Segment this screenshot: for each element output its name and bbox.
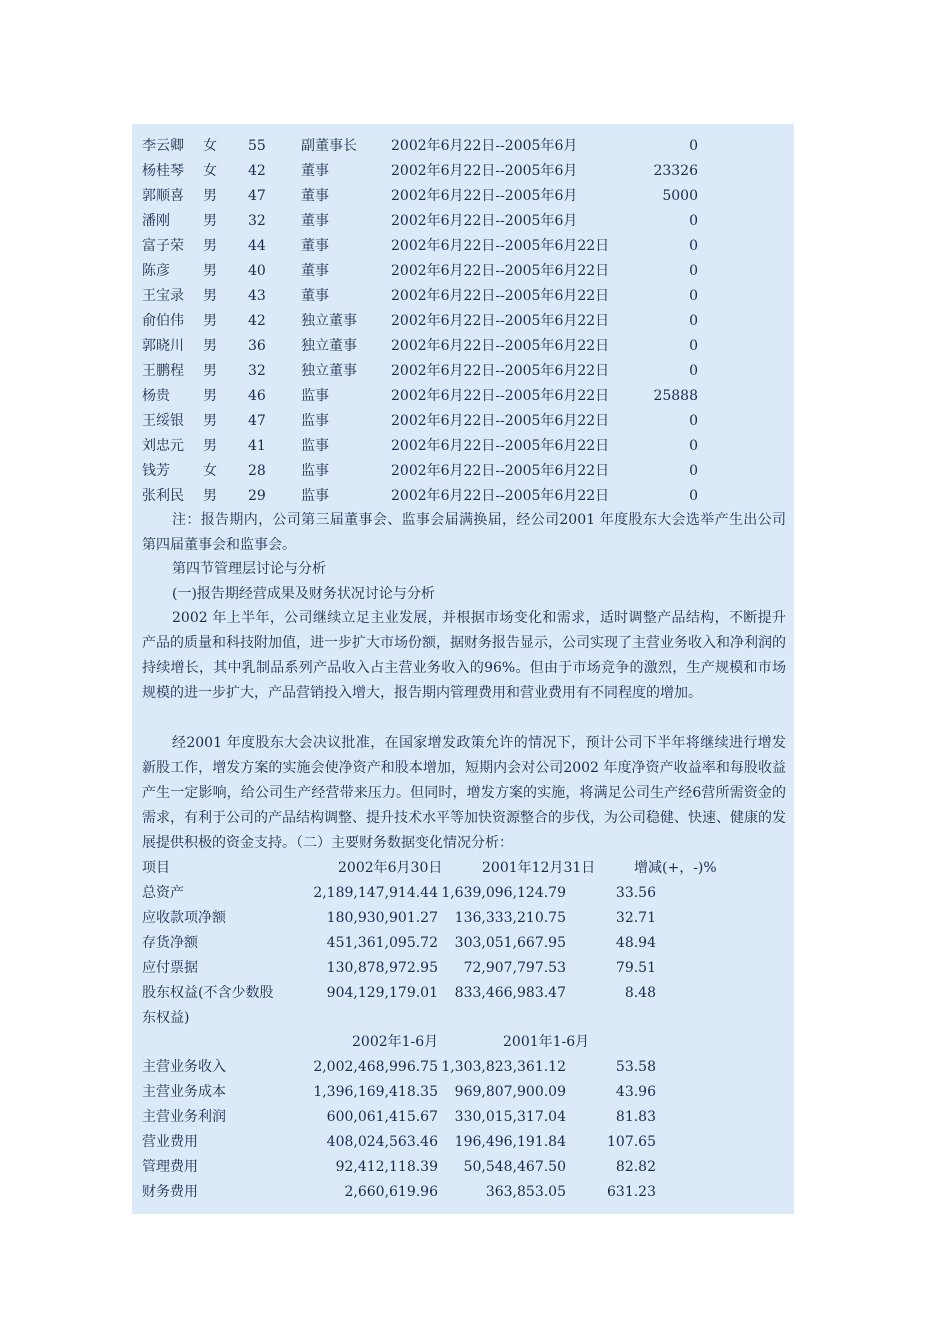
- person-title: 监事: [301, 413, 329, 429]
- person-age: 36: [248, 338, 266, 354]
- row-value-current: 2,189,147,914.44: [313, 885, 438, 901]
- row-value-prior: 196,496,191.84: [454, 1134, 566, 1150]
- row-change-pct: 33.56: [615, 885, 656, 901]
- person-age: 46: [248, 388, 266, 404]
- person-shares: 23326: [653, 163, 698, 179]
- person-name: 王宝录: [142, 288, 184, 304]
- person-term: 2002年6月22日--2005年6月22日: [391, 238, 610, 254]
- person-name: 郭晓川: [142, 338, 184, 354]
- row-change-pct: 43.96: [615, 1084, 656, 1100]
- row-item: 财务费用: [142, 1184, 198, 1200]
- person-term: 2002年6月22日--2005年6月22日: [391, 263, 610, 279]
- person-gender: 男: [203, 363, 217, 379]
- paragraph-results: 2002 年上半年，公司继续立足主业发展，并根据市场变化和需求，适时调整产品结构，不断提升产品的质量和科技附加值，进一步扩大市场份额，据财务报告显示，公司实现了主营业务收入和净利润的持续增长，其中乳制品系列产品收入占主营业务收入的96%。但由于市场竞争的激烈，生产规模和市场规模的进一步扩大，产品营销投入增大，报告期内管理费用和营业费用有不同程度的增加。: [142, 610, 786, 701]
- person-title: 监事: [301, 388, 329, 404]
- person-name: 王绥银: [142, 413, 184, 429]
- person-shares: 0: [689, 213, 698, 229]
- person-term: 2002年6月22日--2005年6月: [391, 188, 578, 204]
- person-name: 俞伯伟: [142, 313, 184, 329]
- row-change-pct: 8.48: [624, 985, 656, 1001]
- person-age: 55: [248, 138, 266, 154]
- row-change-pct: 107.65: [607, 1134, 656, 1150]
- person-gender: 女: [203, 138, 217, 154]
- person-shares: 0: [689, 413, 698, 429]
- person-name: 李云卿: [142, 138, 184, 154]
- row-change-pct: 81.83: [615, 1109, 656, 1125]
- person-title: 董事: [301, 163, 329, 179]
- balance-header-item: 项目: [142, 860, 170, 876]
- person-term: 2002年6月22日--2005年6月22日: [391, 288, 610, 304]
- row-value-current: 2,002,468,996.75: [313, 1059, 438, 1075]
- person-term: 2002年6月22日--2005年6月22日: [391, 413, 610, 429]
- person-shares: 0: [689, 363, 698, 379]
- person-name: 富子荣: [142, 238, 184, 254]
- person-title: 独立董事: [301, 363, 357, 379]
- row-value-prior: 1,639,096,124.79: [441, 885, 566, 901]
- person-shares: 0: [689, 488, 698, 504]
- person-age: 28: [248, 463, 266, 479]
- row-value-current: 1,396,169,418.35: [313, 1084, 438, 1100]
- row-value-current: 904,129,179.01: [326, 985, 438, 1001]
- row-value-prior: 72,907,797.53: [463, 960, 566, 976]
- person-shares: 25888: [653, 388, 698, 404]
- person-shares: 0: [689, 338, 698, 354]
- person-term: 2002年6月22日--2005年6月22日: [391, 463, 610, 479]
- person-title: 监事: [301, 463, 329, 479]
- row-item: 主营业务成本: [142, 1084, 226, 1100]
- person-term: 2002年6月22日--2005年6月22日: [391, 313, 610, 329]
- person-gender: 男: [203, 263, 217, 279]
- row-item: 应付票据: [142, 960, 198, 976]
- person-shares: 0: [689, 138, 698, 154]
- person-name: 刘忠元: [142, 438, 184, 454]
- row-item: 营业费用: [142, 1134, 198, 1150]
- person-age: 47: [248, 413, 266, 429]
- row-value-current: 408,024,563.46: [326, 1134, 438, 1150]
- row-item: 应收款项净额: [142, 910, 226, 926]
- person-age: 42: [248, 163, 266, 179]
- person-shares: 0: [689, 463, 698, 479]
- row-value-prior: 136,333,210.75: [454, 910, 566, 926]
- person-name: 杨桂琴: [142, 163, 184, 179]
- row-value-current: 451,361,095.72: [326, 935, 438, 951]
- row-value-current: 180,930,901.27: [326, 910, 438, 926]
- person-title: 董事: [301, 263, 329, 279]
- person-term: 2002年6月22日--2005年6月22日: [391, 488, 610, 504]
- person-name: 钱芳: [142, 463, 170, 479]
- person-shares: 0: [689, 313, 698, 329]
- paragraph-offering: 经2001 年度股东大会决议批准，在国家增发政策允许的情况下，预计公司下半年将继续进行增发新股工作，增发方案的实施会使净资产和股本增加，短期内会对公司2002 年度净资产收益率和每股收益产生一定影响，给公司生产经营带来压力。但同时，增发方案的实施，将满足公司生产经6营所需资金的需求，有利于公司的产品结构调整、提升技术水平等加快资源整合的步伐，为公司稳健、快速、健康的发展提供积极的资金支持。（二）主要财务数据变化情况分析：: [142, 735, 786, 851]
- person-shares: 0: [689, 238, 698, 254]
- person-name: 陈彦: [142, 263, 170, 279]
- person-shares: 0: [689, 438, 698, 454]
- subsection-heading: (一)报告期经营成果及财务状况讨论与分析: [172, 586, 435, 602]
- person-title: 监事: [301, 488, 329, 504]
- row-item: 股东权益(不含少数股: [142, 985, 274, 1001]
- person-title: 董事: [301, 238, 329, 254]
- person-gender: 男: [203, 313, 217, 329]
- section-heading: 第四节管理层讨论与分析: [172, 561, 326, 577]
- row-change-pct: 32.71: [615, 910, 656, 926]
- person-gender: 女: [203, 463, 217, 479]
- person-term: 2002年6月22日--2005年6月: [391, 138, 578, 154]
- person-age: 41: [248, 438, 266, 454]
- row-item: 总资产: [142, 885, 184, 901]
- row-value-current: 600,061,415.67: [326, 1109, 438, 1125]
- income-header-col1: 2002年1-6月: [352, 1034, 439, 1050]
- person-term: 2002年6月22日--2005年6月: [391, 163, 578, 179]
- balance-header-col3: 增减(+，-)%: [634, 860, 717, 876]
- person-term: 2002年6月22日--2005年6月22日: [391, 338, 610, 354]
- person-gender: 男: [203, 438, 217, 454]
- row-change-pct: 79.51: [615, 960, 656, 976]
- row-item: 管理费用: [142, 1159, 198, 1175]
- person-age: 42: [248, 313, 266, 329]
- person-title: 独立董事: [301, 338, 357, 354]
- row-value-prior: 363,853.05: [485, 1184, 566, 1200]
- row-change-pct: 48.94: [615, 935, 656, 951]
- person-age: 29: [248, 488, 266, 504]
- row-value-prior: 330,015,317.04: [454, 1109, 566, 1125]
- row-change-pct: 53.58: [615, 1059, 656, 1075]
- person-shares: 5000: [662, 188, 698, 204]
- person-gender: 男: [203, 338, 217, 354]
- person-gender: 男: [203, 413, 217, 429]
- person-title: 董事: [301, 213, 329, 229]
- row-value-prior: 50,548,467.50: [463, 1159, 566, 1175]
- person-age: 43: [248, 288, 266, 304]
- person-title: 监事: [301, 438, 329, 454]
- person-title: 董事: [301, 188, 329, 204]
- person-gender: 男: [203, 213, 217, 229]
- row-value-prior: 303,051,667.95: [454, 935, 566, 951]
- row-item: 主营业务利润: [142, 1109, 226, 1125]
- person-term: 2002年6月22日--2005年6月22日: [391, 363, 610, 379]
- person-name: 张利民: [142, 488, 184, 504]
- person-name: 潘刚: [142, 213, 170, 229]
- person-gender: 男: [203, 388, 217, 404]
- person-name: 郭顺喜: [142, 188, 184, 204]
- person-gender: 男: [203, 188, 217, 204]
- balance-header-col2: 2001年12月31日: [482, 860, 596, 876]
- person-title: 副董事长: [301, 138, 357, 154]
- person-age: 44: [248, 238, 266, 254]
- row-value-current: 130,878,972.95: [326, 960, 438, 976]
- person-gender: 男: [203, 238, 217, 254]
- person-name: 杨贵: [142, 388, 170, 404]
- person-age: 47: [248, 188, 266, 204]
- person-name: 王鹏程: [142, 363, 184, 379]
- person-age: 32: [248, 363, 266, 379]
- person-age: 40: [248, 263, 266, 279]
- person-term: 2002年6月22日--2005年6月22日: [391, 388, 610, 404]
- person-shares: 0: [689, 263, 698, 279]
- row-change-pct: 631.23: [607, 1184, 656, 1200]
- person-gender: 女: [203, 163, 217, 179]
- row-value-prior: 833,466,983.47: [454, 985, 566, 1001]
- person-term: 2002年6月22日--2005年6月: [391, 213, 578, 229]
- row-value-current: 92,412,118.39: [335, 1159, 438, 1175]
- person-shares: 0: [689, 288, 698, 304]
- person-age: 32: [248, 213, 266, 229]
- note-paragraph: 注：报告期内，公司第三届董事会、监事会届满换届，经公司2001 年度股东大会选举产生出公司第四届董事会和监事会。: [142, 512, 786, 553]
- row-item: 存货净额: [142, 935, 198, 951]
- balance-row-continuation: 东权益): [142, 1010, 190, 1026]
- person-gender: 男: [203, 488, 217, 504]
- person-title: 董事: [301, 288, 329, 304]
- row-change-pct: 82.82: [615, 1159, 656, 1175]
- row-item: 主营业务收入: [142, 1059, 226, 1075]
- person-term: 2002年6月22日--2005年6月22日: [391, 438, 610, 454]
- row-value-prior: 969,807,900.09: [454, 1084, 566, 1100]
- row-value-prior: 1,303,823,361.12: [441, 1059, 566, 1075]
- balance-header-col1: 2002年6月30日: [338, 860, 443, 876]
- row-value-current: 2,660,619.96: [344, 1184, 438, 1200]
- person-gender: 男: [203, 288, 217, 304]
- income-header-col2: 2001年1-6月: [503, 1034, 590, 1050]
- person-title: 独立董事: [301, 313, 357, 329]
